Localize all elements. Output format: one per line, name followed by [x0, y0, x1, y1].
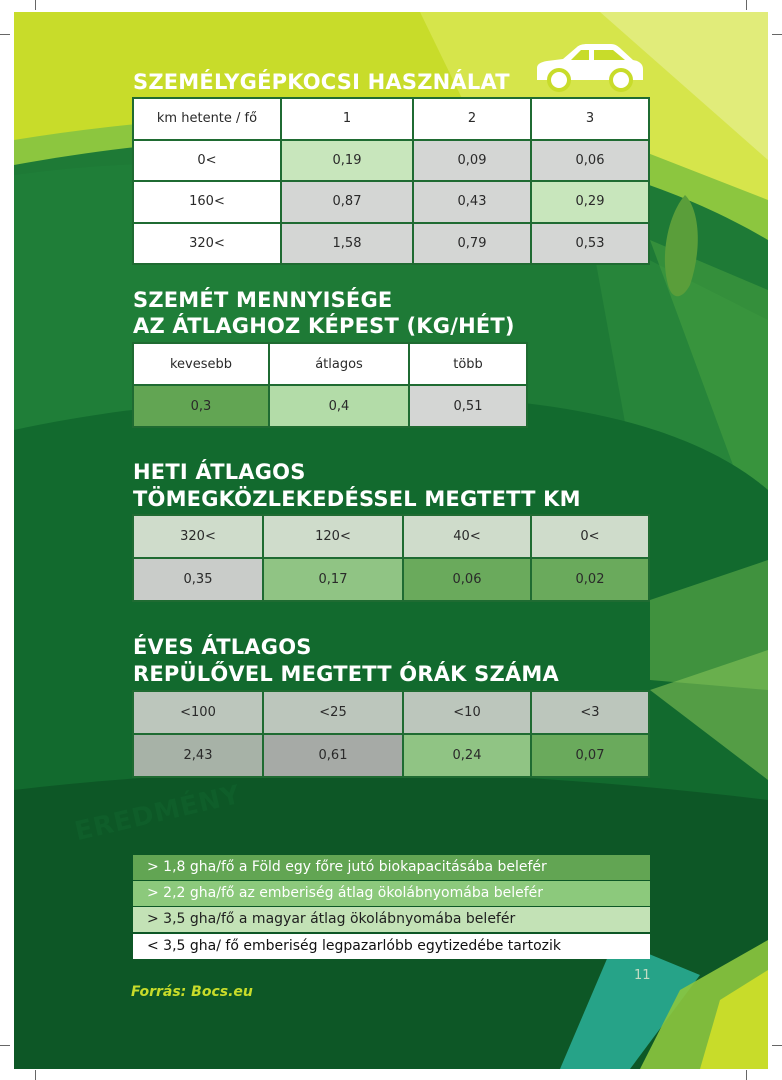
header-cell: 0< — [531, 515, 649, 558]
waste-table — [132, 342, 528, 428]
header-cell: több — [409, 343, 527, 385]
row-label-cell: 320< — [133, 223, 281, 265]
crop-mark — [772, 1045, 782, 1046]
value-cell: 0,53 — [531, 223, 649, 265]
page-number: 11 — [634, 968, 651, 983]
value-cell: 0,61 — [263, 734, 403, 777]
result-watermark: EREDMÉNY — [72, 779, 244, 848]
row-label-cell: 0< — [133, 140, 281, 182]
result-row: > 3,5 gha/fő a magyar átlag ökolábnyomába belefér — [133, 907, 650, 932]
header-cell: 320< — [133, 515, 263, 558]
transit-table — [132, 514, 650, 602]
result-row: > 2,2 gha/fő az emberiség átlag ökolábnyomába belefér — [133, 881, 650, 906]
table-row — [133, 181, 649, 223]
table-header-row — [133, 98, 649, 140]
crop-mark — [746, 0, 747, 10]
value-cell: 0,3 — [133, 385, 269, 427]
header-cell: km hetente / fő — [133, 98, 281, 140]
value-cell: 0,19 — [281, 140, 413, 182]
header-cell: 3 — [531, 98, 649, 140]
row-label-cell: 160< — [133, 181, 281, 223]
header-cell: 1 — [281, 98, 413, 140]
value-cell: 0,43 — [413, 181, 531, 223]
crop-mark — [746, 1070, 747, 1080]
header-cell: 2 — [413, 98, 531, 140]
transit-title-line1: HETI ÁTLAGOS — [133, 460, 306, 484]
header-cell: átlagos — [269, 343, 409, 385]
table-header-row — [133, 515, 649, 558]
value-cell: 0,29 — [531, 181, 649, 223]
value-cell: 0,79 — [413, 223, 531, 265]
waste-title-line1: SZEMÉT MENNYISÉGE — [133, 288, 393, 312]
crop-mark — [0, 34, 10, 35]
flights-title-line2: REPÜLŐVEL MEGTETT ÓRÁK SZÁMA — [133, 662, 559, 686]
value-cell: 0,4 — [269, 385, 409, 427]
header-cell: <100 — [133, 691, 263, 734]
car-usage-title: SZEMÉLYGÉPKOCSI HASZNÁLAT — [133, 70, 510, 94]
car-usage-table — [132, 97, 650, 265]
car-icon — [533, 42, 645, 92]
waste-title-line2: AZ ÁTLAGHOZ KÉPEST (KG/HÉT) — [133, 314, 515, 338]
transit-title-line2: TÖMEGKÖZLEKEDÉSSEL MEGTETT KM — [133, 487, 581, 511]
table-row — [133, 223, 649, 265]
table-header-row — [133, 343, 527, 385]
value-cell: 0,35 — [133, 558, 263, 601]
header-cell: <25 — [263, 691, 403, 734]
crop-mark — [0, 1045, 10, 1046]
header-cell: kevesebb — [133, 343, 269, 385]
value-cell: 2,43 — [133, 734, 263, 777]
value-cell: 0,02 — [531, 558, 649, 601]
table-row — [133, 385, 527, 427]
value-cell: 0,51 — [409, 385, 527, 427]
crop-mark — [35, 0, 36, 10]
header-cell: 40< — [403, 515, 531, 558]
flights-title-line1: ÉVES ÁTLAGOS — [133, 635, 312, 659]
crop-mark — [772, 34, 782, 35]
value-cell: 0,87 — [281, 181, 413, 223]
header-cell: <10 — [403, 691, 531, 734]
flights-table — [132, 690, 650, 778]
header-cell: <3 — [531, 691, 649, 734]
header-cell: 120< — [263, 515, 403, 558]
value-cell: 0,09 — [413, 140, 531, 182]
result-row: < 3,5 gha/ fő emberiség legpazarlóbb egytizedébe tartozik — [133, 934, 650, 959]
value-cell: 1,58 — [281, 223, 413, 265]
value-cell: 0,24 — [403, 734, 531, 777]
table-row — [133, 140, 649, 182]
source-credit: Forrás: Bocs.eu — [131, 984, 253, 1000]
value-cell: 0,07 — [531, 734, 649, 777]
result-row: > 1,8 gha/fő a Föld egy főre jutó biokapacitásába belefér — [133, 855, 650, 880]
value-cell: 0,17 — [263, 558, 403, 601]
table-row — [133, 734, 649, 777]
value-cell: 0,06 — [531, 140, 649, 182]
table-row — [133, 558, 649, 601]
value-cell: 0,06 — [403, 558, 531, 601]
table-header-row — [133, 691, 649, 734]
crop-mark — [35, 1070, 36, 1080]
